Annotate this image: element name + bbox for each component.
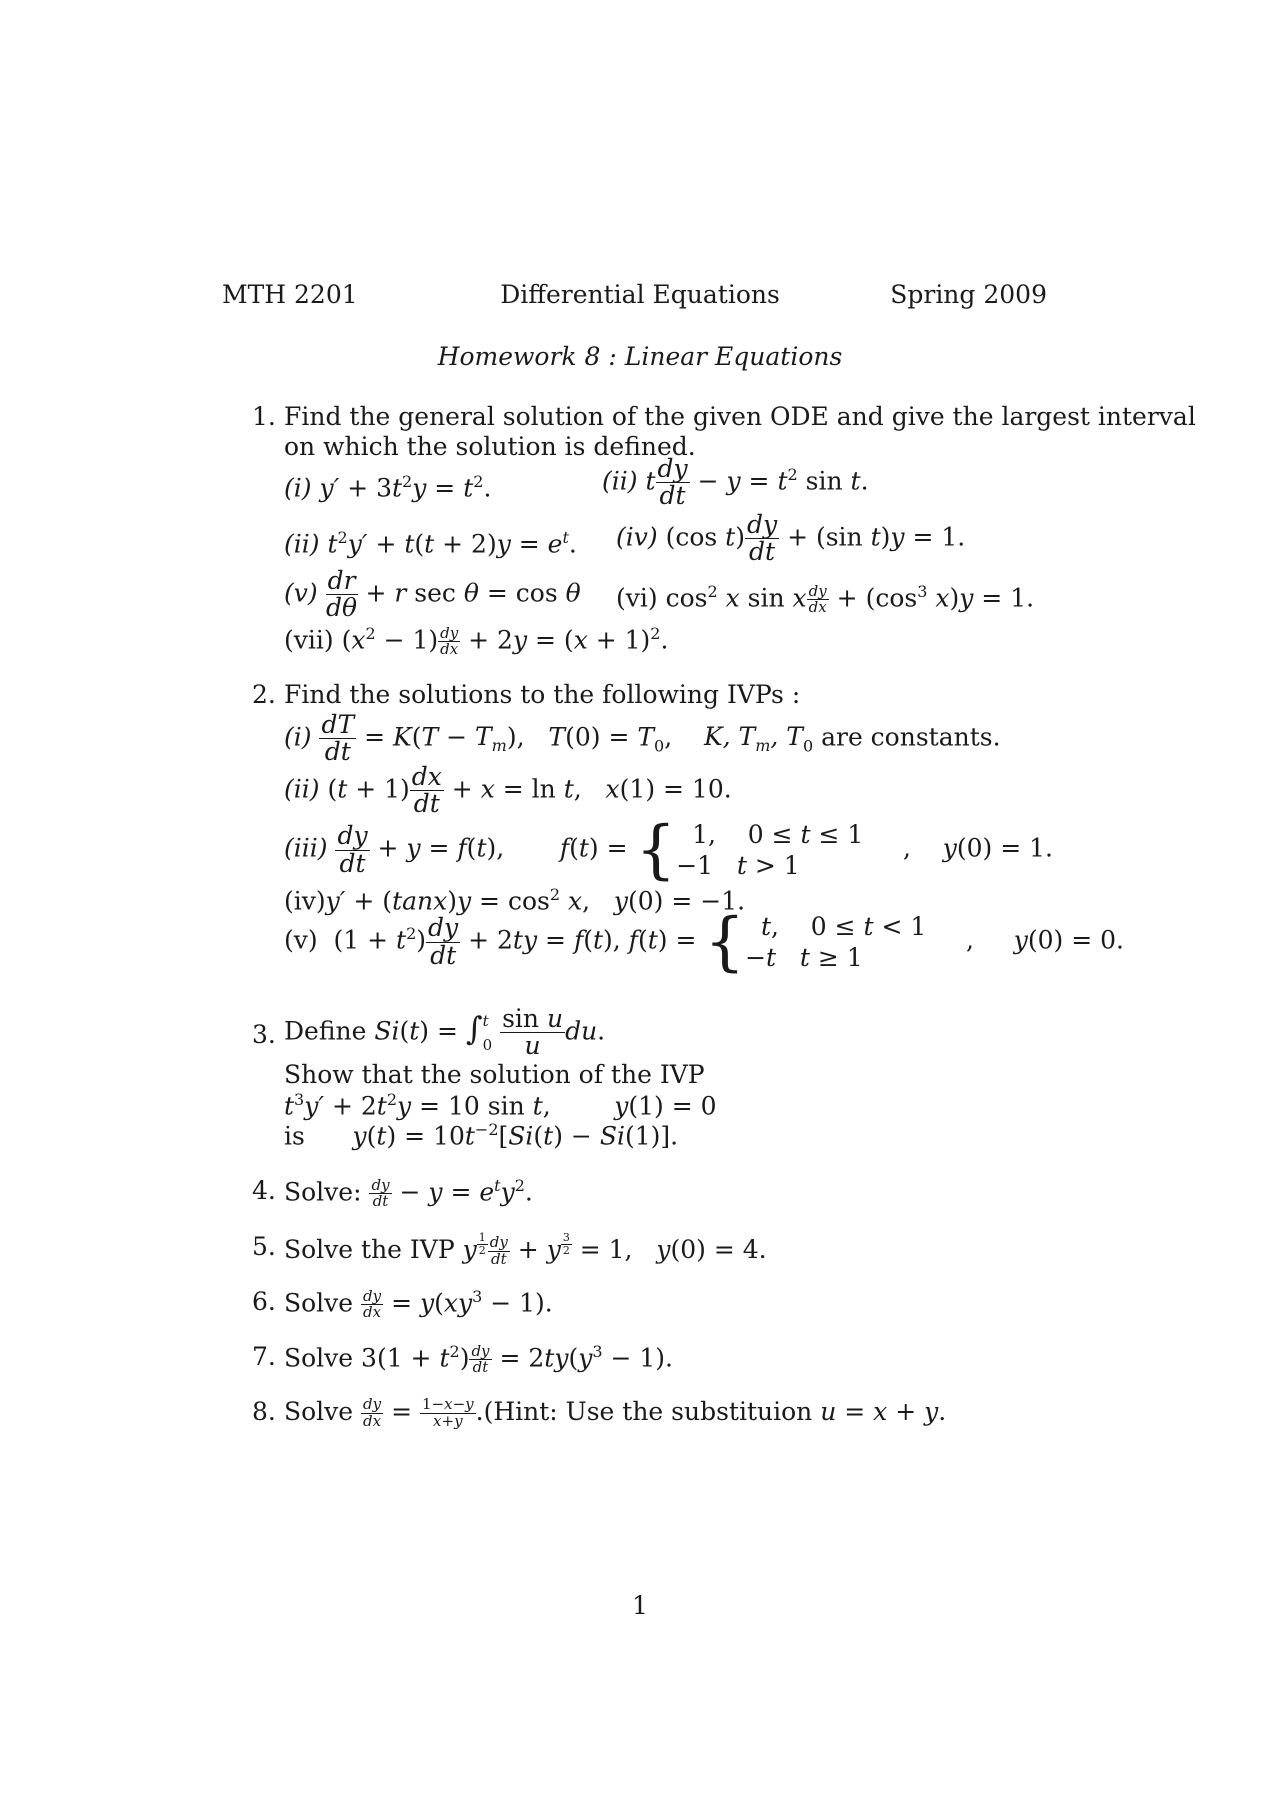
problem-1-part-i: (i) $y' + 3t^2y = t^2$. [284, 472, 492, 503]
problem-1-part-ii-b: (ii) $t^2y' + t(t + 2)y = e^t$. [284, 528, 577, 559]
problem-1-intro-line1: Find the general solution of the given ODE and give the largest interval [284, 402, 1196, 431]
problem-3-definition: Define Si(t) = ∫ t 0 $\frac{\text{sin u}}{u}$ du. [284, 1004, 606, 1061]
problem-2-part-iii: (iii) $\frac{dy}{dt}$ + y = f(t), f(t) = { 1, 0 ≤ t ≤ 1 −1 t > 1 , y(0) = 1. [284, 813, 1053, 887]
page-title: Homework 8 : Linear Equations [437, 342, 843, 371]
problem-1-intro-line2: on which the solution is defined. [284, 432, 696, 461]
problem-3-line2: Show that the solution of the IVP [284, 1060, 705, 1089]
problem-1-part-vii: (vii) $(x^2 - 1)$ $\frac{dy}{dx}$ + $2y = (x + 1)^2$. [284, 623, 669, 659]
problem-8-number: 8. [252, 1397, 276, 1426]
problem-1-part-v: (v) $\frac{dr}{d\theta}$ + r sec θ = cos θ [284, 566, 581, 623]
problem-5-text: Solve the IVP y $^{\frac{1}{2}}$ $\frac{dy}{dt}$ + y $^{\frac{3}{2}}$ = 1, y(0) = 4. [284, 1231, 767, 1268]
problem-4-text: Solve: $\frac{dy}{dt}$ − $y = e^ty^2$. [284, 1175, 533, 1211]
problem-4-number: 4. [252, 1176, 276, 1205]
problem-3-ivp: $t^3y' + 2t^2y = 10$ sin t, y(1) = 0 [284, 1090, 717, 1121]
page-number: 1 [632, 1591, 648, 1620]
course-subject: Differential Equations [500, 280, 780, 309]
problem-1-part-ii-a: (ii) t $\frac{dy}{dt}$ − $y = t^2$ sin t. [602, 454, 869, 511]
problem-6-number: 6. [252, 1287, 276, 1316]
problem-2-part-v: (v) $(1 + t^2)$ $\frac{dy}{dt}$ + 2ty = f(t), f(t) = { t, 0 ≤ t < 1 −t t ≥ 1 , y(0) = 0. [284, 905, 1124, 979]
problem-2-intro: Find the solutions to the following IVPs : [284, 680, 801, 709]
problem-5-number: 5. [252, 1232, 276, 1261]
term: Spring 2009 [890, 280, 1047, 309]
course-code: MTH 2201 [222, 280, 358, 309]
problem-8-text: Solve $\frac{dy}{dx}$ = $\frac{1-x-y}{x+y}$ .(Hint: Use the substituion u = x + y. [284, 1395, 947, 1430]
problem-1-part-iv: (iv) (cos t) $\frac{dy}{dt}$ + (sin t)y = 1. [616, 510, 966, 567]
problem-7-text: Solve $3(1 + t^2)$ $\frac{dy}{dt}$ = $2ty(y^3 - 1)$. [284, 1341, 673, 1377]
problem-1-part-vi: (vi) $\cos^2 x$ sin x $\frac{dy}{dx}$ + ($\cos^3$ x)y = 1. [616, 581, 1035, 617]
problem-2-number: 2. [252, 680, 276, 709]
problem-2-part-i: (i) $\frac{dT}{dt}$ = $K(T - T_m)$, $T(0) = T_0$, K, $T_m$, $T_0$ are constants. [284, 710, 1001, 767]
problem-6-text: Solve $\frac{dy}{dx}$ = $y(xy^3 - 1)$. [284, 1286, 553, 1322]
problem-2-part-ii: (ii) (t + 1) $\frac{dx}{dt}$ + x = ln t, x(1) = 10. [284, 762, 732, 819]
problem-3-number: 3. [252, 1020, 276, 1049]
problem-7-number: 7. [252, 1342, 276, 1371]
problem-1-number: 1. [252, 402, 276, 431]
problem-2-part-iv: $(iv)y' + (\tan x)y = \cos^2 x$, y(0) = −1. [284, 885, 746, 916]
problem-3-solution: is $y(t) = 10t^{-2}[Si(t) - Si(1)]$. [284, 1120, 679, 1151]
